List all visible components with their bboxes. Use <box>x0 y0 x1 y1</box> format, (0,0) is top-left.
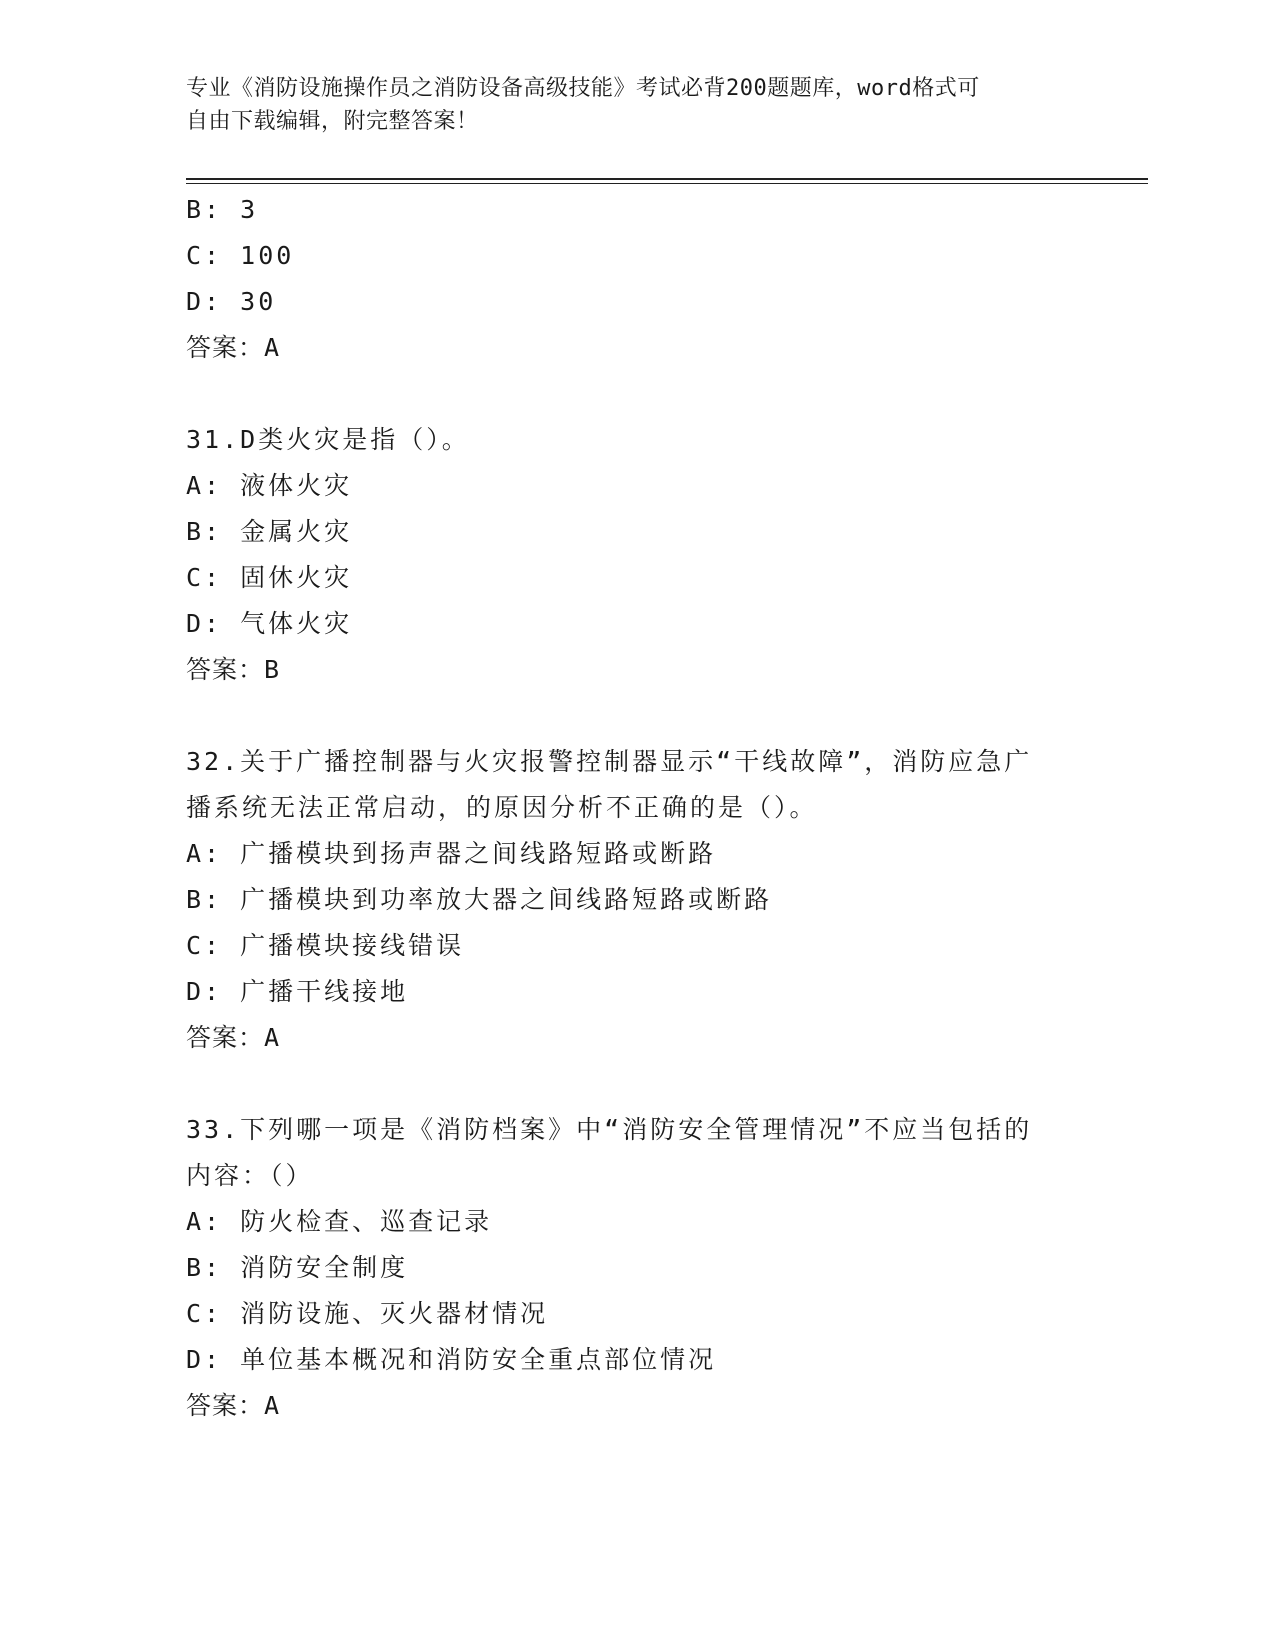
header-title-line-1: 专业《消防设施操作员之消防设备高级技能》考试必背200题题库，word格式可 <box>186 76 980 101</box>
question-text-line-1: 32.关于广播控制器与火灾报警控制器显示“干线故障”，消防应急广 <box>186 747 1033 776</box>
previous-question-tail <box>186 187 1066 371</box>
question-text-line-2: 内容：（） <box>186 1161 314 1190</box>
option-a: A: 广播模块到扬声器之间线路短路或断路 <box>186 839 717 868</box>
answer-line: 答案：A <box>186 1023 281 1052</box>
option-b: B: 广播模块到功率放大器之间线路短路或断路 <box>186 885 773 914</box>
option-c: C: 100 <box>186 241 295 270</box>
answer-line: 答案：B <box>186 655 281 684</box>
option-d: D: 单位基本概况和消防安全重点部位情况 <box>186 1345 717 1374</box>
question-text-line-2: 播系统无法正常启动，的原因分析不正确的是（）。 <box>186 793 818 822</box>
question-text: 31.D类火灾是指（）。 <box>186 425 470 454</box>
question-text-line-1: 33.下列哪一项是《消防档案》中“消防安全管理情况”不应当包括的 <box>186 1115 1033 1144</box>
option-c: C: 消防设施、灭火器材情况 <box>186 1299 549 1328</box>
option-d: D: 广播干线接地 <box>186 977 409 1006</box>
option-b: B: 金属火灾 <box>186 517 353 546</box>
option-b: B: 消防安全制度 <box>186 1253 409 1282</box>
option-b: B: 3 <box>186 195 259 224</box>
header-divider-thick <box>186 178 1148 180</box>
option-d: D: 气体火灾 <box>186 609 353 638</box>
header-title-line-2: 自由下载编辑，附完整答案！ <box>186 109 479 134</box>
answer-line: 答案：A <box>186 333 281 362</box>
option-c: C: 固休火灾 <box>186 563 353 592</box>
question-content <box>186 187 1066 1429</box>
question-32 <box>186 739 1066 1061</box>
option-a: A: 防火检查、巡查记录 <box>186 1207 493 1236</box>
question-31 <box>186 417 1066 693</box>
document-header <box>186 72 1066 138</box>
question-33 <box>186 1107 1066 1429</box>
option-a: A: 液体火灾 <box>186 471 353 500</box>
option-c: C: 广播模块接线错误 <box>186 931 465 960</box>
answer-line: 答案：A <box>186 1391 281 1420</box>
header-divider-thin <box>186 183 1148 184</box>
option-d: D: 30 <box>186 287 277 316</box>
